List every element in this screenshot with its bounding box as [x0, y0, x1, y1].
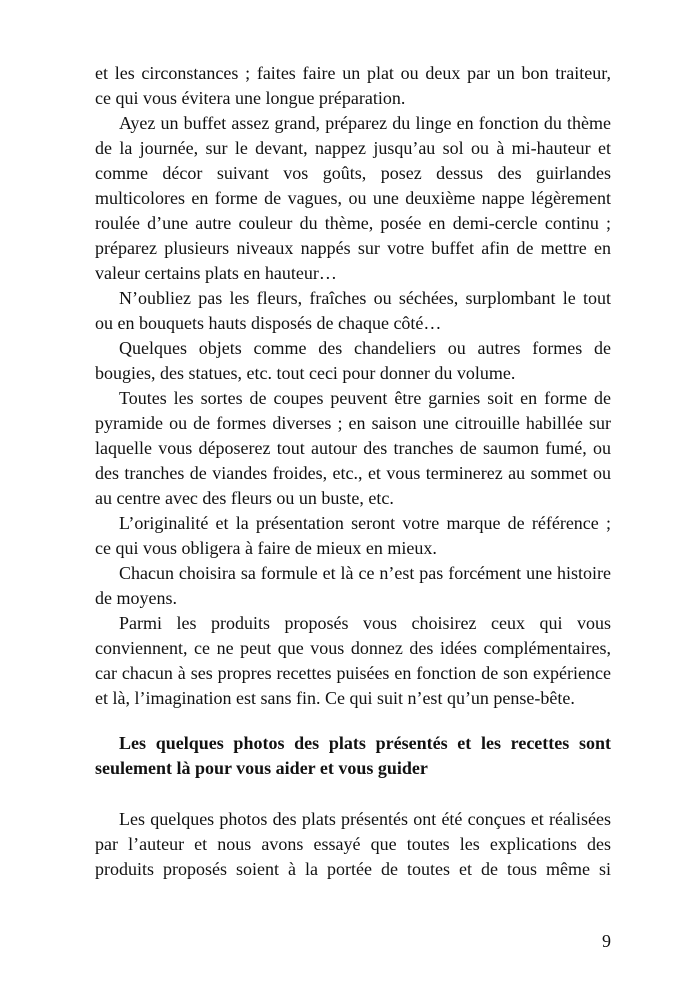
page-number: 9 [602, 931, 611, 951]
text-line: conviennent, ce ne peut que vous donnez des idées complémentaires, [95, 638, 611, 658]
text-line: Les quelques photos des plats présentés ont été conçues et réalisées [119, 809, 611, 829]
text-line: Ayez un buffet assez grand, préparez du linge en fonction du thème [119, 113, 611, 133]
text-line: et les circonstances ; faites faire un plat ou deux par un bon traiteur, [95, 63, 611, 83]
text-line: multicolores en forme de vagues, ou une deuxième nappe légèrement [95, 188, 611, 208]
paragraph [95, 336, 611, 386]
text-line: seulement là pour vous aider et vous guider [95, 758, 428, 778]
paragraph [95, 611, 611, 711]
text-line: Les quelques photos des plats présentés et les recettes sont [119, 733, 611, 753]
text-line: Toutes les sortes de coupes peuvent être garnies soit en forme de [119, 388, 611, 408]
text-line: comme décor suivant vos goûts, posez dessus des guirlandes [95, 163, 611, 183]
text-line: pyramide ou de formes diverses ; en saison une citrouille habillée sur [95, 413, 611, 433]
text-line: car chacun à ses propres recettes puisées en fonction de son expérience [95, 663, 611, 683]
text-line: de moyens. [95, 588, 177, 608]
paragraph [95, 286, 611, 336]
text-line: L’originalité et la présentation seront votre marque de référence ; [119, 513, 611, 533]
text-line: bougies, des statues, etc. tout ceci pour donner du volume. [95, 363, 516, 383]
text-line: produits proposés soient à la portée de toutes et de tous même si [95, 859, 611, 879]
text-line: ce qui vous obligera à faire de mieux en mieux. [95, 538, 437, 558]
text-line: laquelle vous déposerez tout autour des tranches de saumon fumé, ou [95, 438, 611, 458]
text-line: roulée d’une autre couleur du thème, posée en demi-cercle continu ; [95, 213, 611, 233]
page-body [95, 61, 611, 882]
paragraph [95, 807, 611, 882]
text-line: et là, l’imagination est sans fin. Ce qui suit n’est qu’un pense-bête. [95, 688, 575, 708]
paragraph [95, 386, 611, 511]
text-line: au centre avec des fleurs ou un buste, etc. [95, 488, 394, 508]
paragraph [95, 61, 611, 111]
paragraph [95, 511, 611, 561]
text-line: N’oubliez pas les fleurs, fraîches ou séchées, surplombant le tout [119, 288, 611, 308]
text-line: par l’auteur et nous avons essayé que toutes les explications des [95, 834, 611, 854]
text-line: préparez plusieurs niveaux nappés sur votre buffet afin de mettre en [95, 238, 611, 258]
text-line: Chacun choisira sa formule et là ce n’est pas forcément une histoire [119, 563, 611, 583]
text-line: ou en bouquets hauts disposés de chaque côté… [95, 313, 442, 333]
text-line: des tranches de viandes froides, etc., et vous terminerez au sommet ou [95, 463, 611, 483]
text-line: Parmi les produits proposés vous choisirez ceux qui vous [119, 613, 611, 633]
text-line: de la journée, sur le devant, nappez jusqu’au sol ou à mi-hauteur et [95, 138, 611, 158]
section-heading [95, 731, 611, 781]
paragraph [95, 111, 611, 286]
text-line: ce qui vous évitera une longue préparation. [95, 88, 406, 108]
text-line: valeur certains plats en hauteur… [95, 263, 337, 283]
text-line: Quelques objets comme des chandeliers ou autres formes de [119, 338, 611, 358]
paragraph [95, 561, 611, 611]
